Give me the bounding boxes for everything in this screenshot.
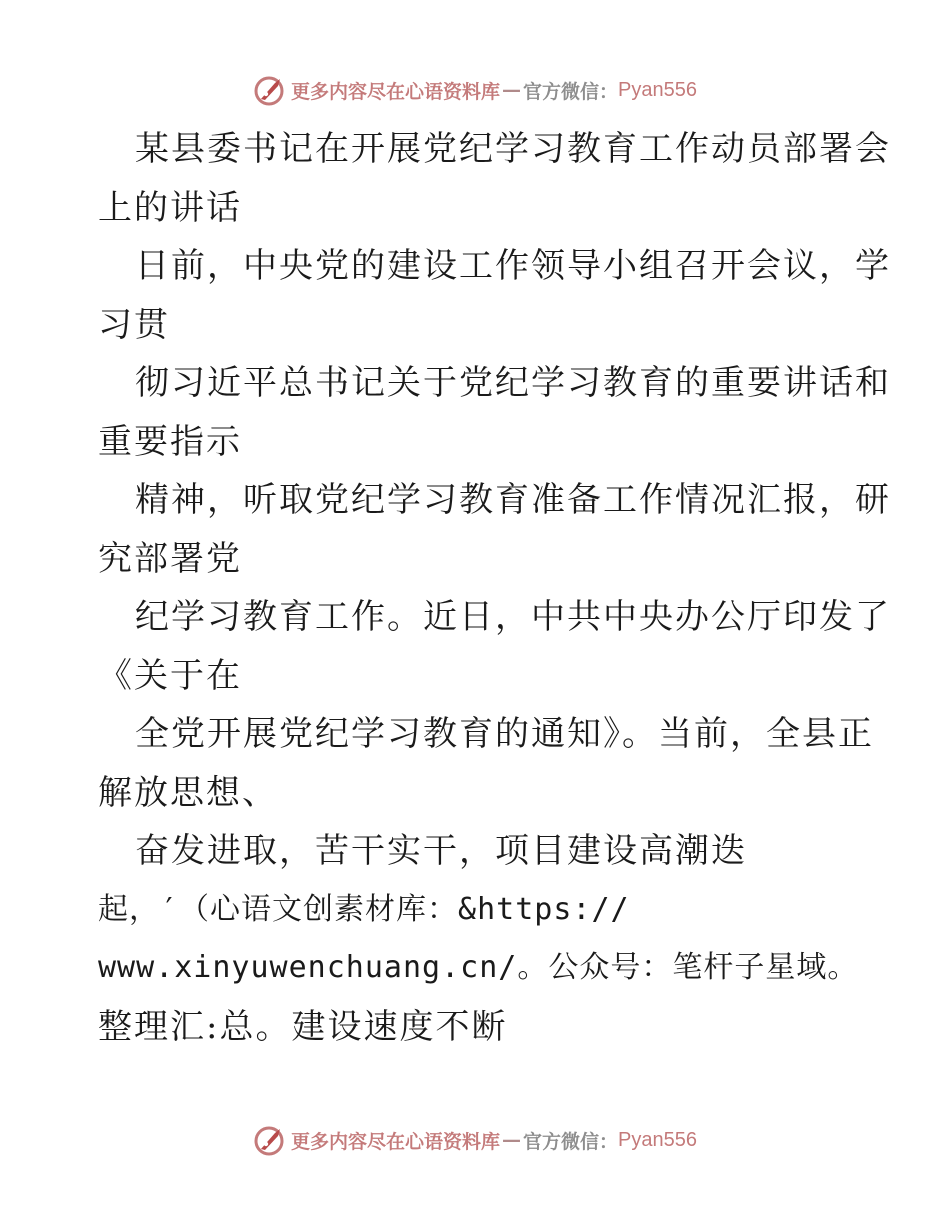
paragraph-line: 全党开展党纪学习教育的通知》。当前，全县正 — [135, 714, 874, 754]
paragraph-line: 日前，中央党的建设工作领导小组召开会议，学 — [135, 246, 891, 286]
paragraph-line: 《关于在 — [98, 655, 242, 696]
document-title-line-1: 某县委书记在开展党纪学习教育工作动员部署会 — [135, 129, 891, 169]
document-title-line-2: 上的讲话 — [98, 187, 242, 228]
watermark-text: 更多内容尽在心语资料库 — [291, 1130, 501, 1153]
paragraph-line: 起，′（心语文创素材库：&https:// — [98, 891, 630, 927]
paragraph-line: 究部署党 — [98, 538, 242, 579]
watermark-separator: — — [502, 1129, 522, 1151]
footer-watermark — [0, 1120, 950, 1160]
paragraph-line: 解放思想、 — [98, 772, 278, 813]
header-watermark — [0, 70, 950, 110]
watermark-wechat-label: 官方微信： — [523, 80, 619, 103]
watermark-separator: — — [502, 79, 522, 101]
paragraph-line: 精神，听取党纪学习教育准备工作情况汇报，研 — [135, 480, 891, 520]
watermark-text: 更多内容尽在心语资料库 — [291, 80, 501, 103]
pen-nib-circle-icon — [253, 73, 287, 107]
watermark-wechat-id: Pyan556 — [618, 1128, 697, 1151]
paragraph-line: 整理汇:总。建设速度不断 — [98, 1006, 508, 1047]
watermark-wechat-id: Pyan556 — [618, 78, 697, 101]
pen-nib-circle-icon — [253, 1123, 287, 1157]
paragraph-line: 奋发进取，苦干实干，项目建设高潮迭 — [135, 831, 747, 871]
document-body — [98, 120, 891, 1056]
paragraph-line: 重要指示 — [98, 421, 242, 462]
watermark-wechat-label: 官方微信： — [523, 1130, 619, 1153]
paragraph-line: 习贯 — [98, 304, 170, 345]
paragraph-line: 彻习近平总书记关于党纪学习教育的重要讲话和 — [135, 363, 891, 403]
paragraph-line: www.xinyuwenchuang.cn/。公众号：笔杆子星域。 — [98, 950, 859, 985]
paragraph-line: 纪学习教育工作。近日，中共中央办公厅印发了 — [135, 597, 891, 637]
